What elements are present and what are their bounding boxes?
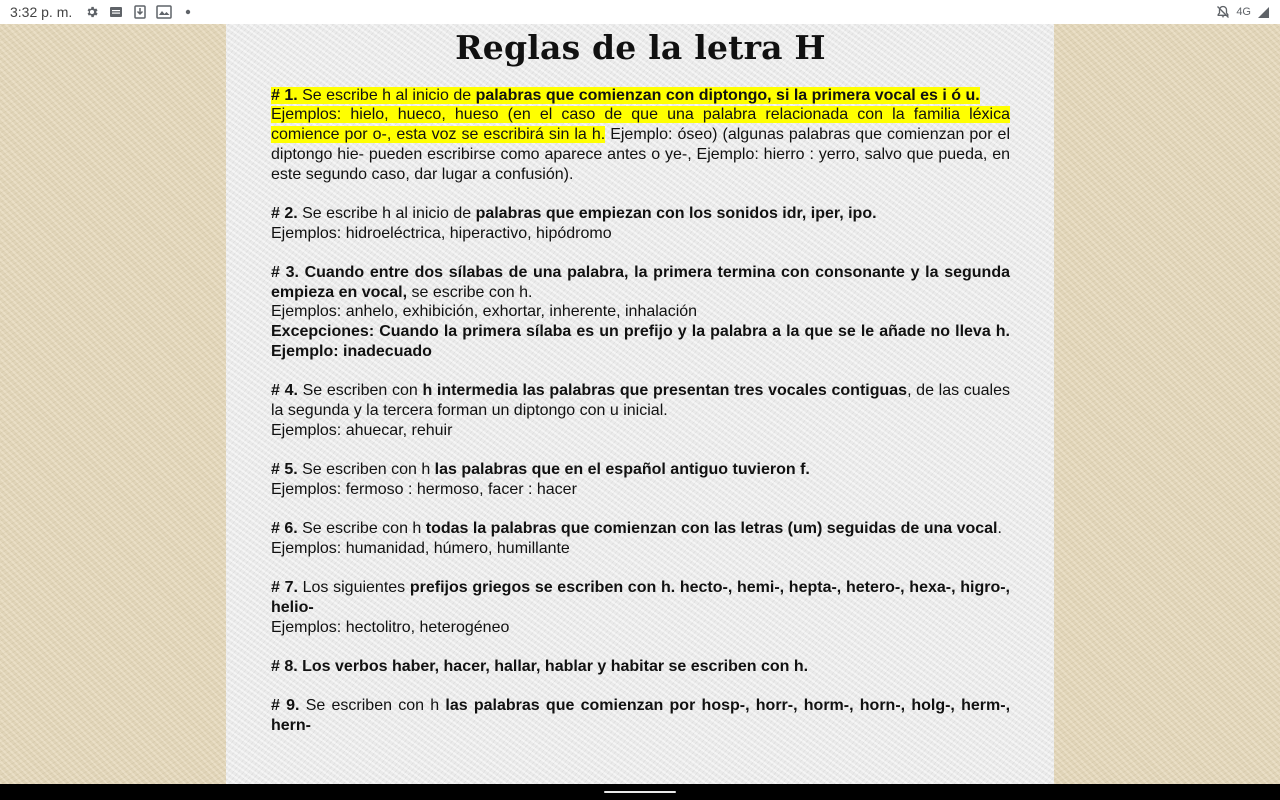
rule-4	[271, 381, 1010, 440]
background-left	[0, 24, 226, 784]
rule-segment: Ejemplos: hielo, hueco, hueso (en el caso de que una palabra relacionada con la familia léxica comience por o-, esta voz se escribirá sin la h.	[271, 106, 1010, 144]
signal-icon	[1257, 6, 1270, 19]
gear-icon	[84, 4, 100, 20]
rule-segment: Los siguientes	[297, 579, 410, 597]
rule-text	[271, 460, 1010, 499]
article	[271, 28, 1011, 755]
rule-emphasis: h intermedia las palabras que presentan tres vocales contiguas	[422, 382, 908, 400]
network-type: 4G	[1236, 6, 1251, 18]
rule-text	[271, 86, 1010, 185]
rule-segment: Ejemplos: humanidad, húmero, humillante	[271, 539, 570, 557]
rule-9	[271, 696, 1010, 735]
download-icon	[132, 4, 148, 20]
rule-emphasis: prefijos griegos se escriben con h. hecto-, hemi-, hepta-, hetero-, hexa-, higro-, helio-	[271, 579, 1011, 616]
rule-emphasis: Excepciones: Cuando la primera sílaba es un prefijo y la palabra a la que se le añade no lleva h. Ejemplo: inadecuado	[271, 323, 1010, 360]
rule-emphasis: # 1.	[271, 86, 298, 104]
status-bar	[0, 0, 1280, 24]
home-gesture-handle[interactable]	[604, 791, 676, 793]
rule-segment: Ejemplos: anhelo, exhibición, exhortar, inherente, inhalación	[271, 303, 698, 321]
rule-text	[271, 519, 1010, 558]
rule-emphasis: # 7.	[271, 579, 298, 597]
rule-emphasis: # 8. Los verbos haber, hacer, hallar, hablar y habitar se escriben con h.	[271, 657, 809, 675]
rule-emphasis: # 9.	[271, 697, 300, 715]
rule-text	[271, 696, 1010, 735]
page-title: Reglas de la letra H	[455, 28, 826, 67]
rule-segment: Se escriben con	[297, 382, 423, 400]
rule-text	[271, 263, 1010, 362]
rule-segment: Se escribe con h	[297, 520, 426, 538]
rule-segment: Se escriben con h	[297, 461, 435, 478]
rule-segment: Se escribe h al inicio de	[297, 204, 476, 222]
rules-list	[271, 86, 1010, 736]
notifications-off-icon	[1216, 5, 1230, 19]
background-right	[1054, 24, 1280, 784]
rule-segment: Ejemplos: hidroeléctrica, hiperactivo, hipódromo	[271, 224, 612, 242]
rule-text	[271, 578, 1010, 637]
rule-segment: Ejemplos: hectolitro, heterogéneo	[271, 618, 510, 636]
rule-emphasis: palabras que empiezan con los sonidos idr, iper, ipo.	[475, 204, 877, 222]
navigation-bar	[0, 784, 1280, 800]
rule-emphasis: todas la palabras que comienzan con las letras (um) seguidas de una vocal	[425, 520, 998, 538]
page-content	[226, 24, 1054, 784]
rule-2	[271, 204, 1010, 243]
rule-emphasis: # 3. Cuando entre dos sílabas de una palabra, la primera termina con consonante y la segunda empieza en vocal,	[271, 264, 1010, 301]
rule-emphasis: # 2.	[271, 204, 298, 222]
rule-emphasis: # 4.	[271, 382, 298, 400]
rule-8	[271, 657, 1010, 677]
rule-emphasis: palabras que comienzan con diptongo, si la primera vocal es i ó u.	[475, 86, 980, 104]
rule-emphasis: # 6.	[271, 520, 298, 538]
rule-text	[271, 657, 1010, 677]
rule-segment: Ejemplo: óseo) (algunas palabras que comienzan por el diptongo hie- pueden escribirse como aparece antes o ye-, Ejemplo: hierro : yerro, salvo que pueda, en este segundo caso, dar lugar a confusión).	[271, 126, 1011, 183]
dot-icon	[180, 4, 196, 20]
rule-5	[271, 460, 1010, 499]
rule-text	[271, 204, 1010, 243]
gallery-icon	[156, 4, 172, 20]
rule-segment: , de las cuales la segunda y la tercera forman un diptongo con u inicial.	[271, 382, 1011, 419]
rule-3	[271, 263, 1010, 362]
rule-1	[271, 86, 1010, 185]
rule-emphasis: # 5.	[271, 461, 298, 478]
rule-segment: Ejemplos: fermoso : hermoso, facer : hacer	[271, 480, 577, 498]
rule-segment: .	[997, 520, 1002, 538]
rule-segment: Se escriben con h	[299, 697, 446, 715]
rule-7	[271, 578, 1010, 637]
rule-segment: Ejemplos: ahuecar, rehuir	[271, 421, 453, 439]
rule-segment: Se escribe h al inicio de	[297, 86, 476, 104]
status-time: 3:32 p. m.	[10, 4, 73, 20]
notes-icon	[108, 4, 124, 20]
rule-6	[271, 519, 1010, 558]
rule-emphasis: las palabras que comienzan por hosp-, horr-, horm-, horn-, holg-, herm-, hern-	[271, 697, 1011, 735]
rule-segment: se escribe con h.	[407, 283, 533, 301]
rule-emphasis: las palabras que en el español antiguo tuvieron f.	[434, 461, 810, 478]
rule-text	[271, 381, 1010, 440]
